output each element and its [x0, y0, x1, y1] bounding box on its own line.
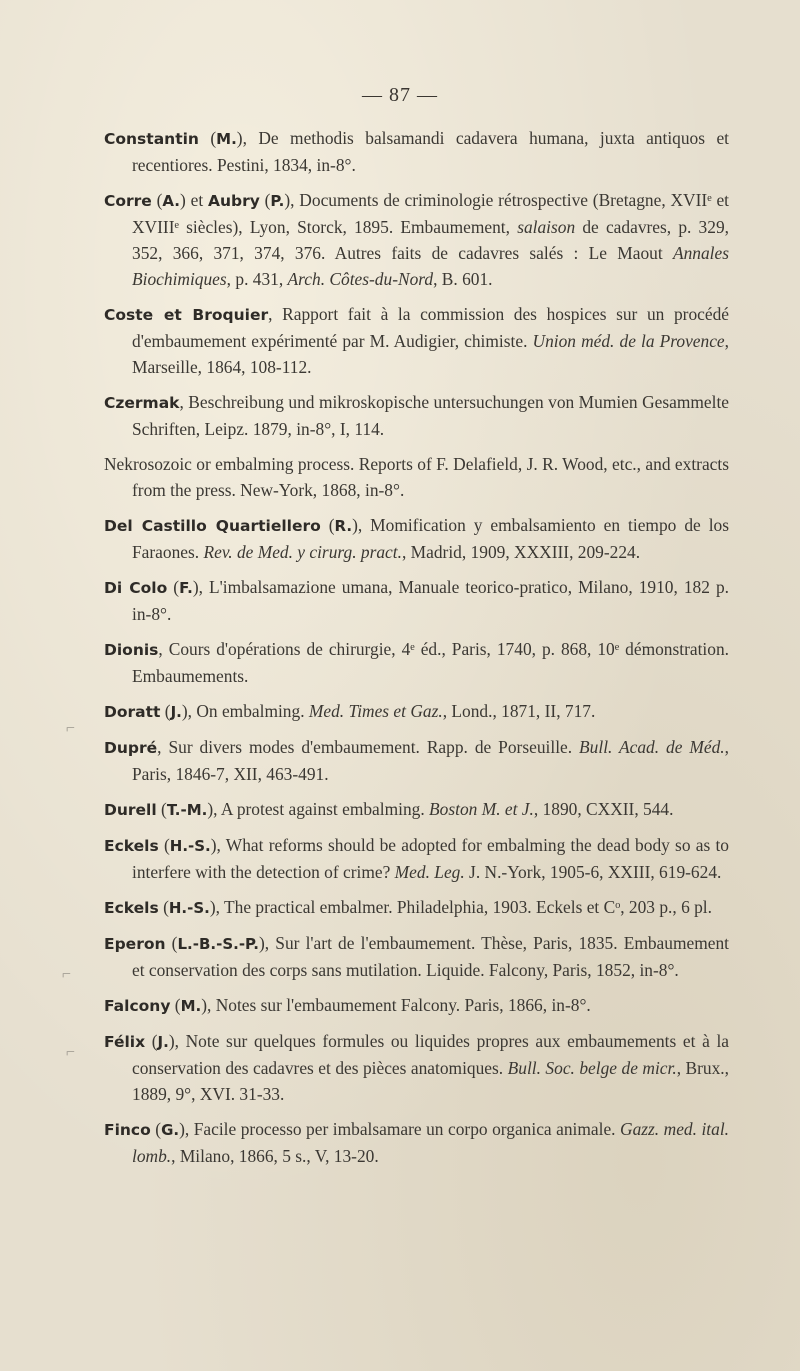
bibliography-entry: Falcony (M.), Notes sur l'embaumement Falcony. Paris, 1866, in-8°. [104, 995, 591, 1015]
margin-mark: ⌐ [66, 720, 76, 737]
bibliography-entry: Dionis, Cours d'opérations de chirurgie, 4ᵉ éd., Paris, 1740, p. 868, 10ᵉ démonstration. Embaumements. [104, 639, 729, 686]
page-number: — 87 — [362, 84, 438, 106]
bibliography-entry: Finco (G.), Facile processo per imbalsamare un corpo organica animale. Gazz. med. ital. lomb., Milano, 1866, 5 s., V, 13-20. [104, 1119, 730, 1166]
bibliography-entry: Czermak, Beschreibung und mikroskopische untersuchungen von Mumien Gesammelte Schriften, Leipz. 1879, in-8°, I, 114. [104, 392, 729, 439]
bibliography-entry: Eckels (H.-S.), The practical embalmer. Philadelphia, 1903. Eckels et Cᵒ, 203 p., 6 pl. [104, 897, 712, 917]
bibliography-entry: Corre (A.) et Aubry (P.), Documents de criminologie rétrospective (Bretagne, XVIIᵉ et XVIIIᵉ siècles), Lyon, Storck, 1895. Embaumement, salaison de cadavres, p. 329, 352, 366, 371, 374, 376. Autres faits de cadavres salés : Le Maout Annales Biochimiques, p. 431, Arch. Côtes-du-Nord, B. 601. [104, 190, 729, 289]
bibliography-entry: Di Colo (F.), L'imbalsamazione umana, Manuale teorico-pratico, Milano, 1910, 182 p. in-8°. [104, 577, 730, 624]
bibliography-entry: Eperon (L.-B.-S.-P.), Sur l'art de l'embaumement. Thèse, Paris, 1835. Embaumement et conservation des corps sans mutilation. Liquide. Falcony, Paris, 1852, in-8°. [104, 933, 729, 980]
bibliography-entry: Coste et Broquier, Rapport fait à la commission des hospices sur un procédé d'embaumement expérimenté par M. Audigier, chimiste. Union méd. de la Provence, Marseille, 1864, 108-112. [104, 304, 730, 377]
margin-mark: ⌐ [66, 1044, 76, 1061]
bibliography-list [104, 125, 729, 1178]
bibliography-entry: Dupré, Sur divers modes d'embaumement. Rapp. de Porseuille. Bull. Acad. de Méd., Paris, 1846-7, XII, 463-491. [104, 737, 729, 784]
bibliography-entry: Félix (J.), Note sur quelques formules ou liquides propres aux embaumements et à la conservation des cadavres et des pièces anatomiques. Bull. Soc. belge de micr., Brux., 1889, 9°, XVI. 31-33. [104, 1031, 729, 1104]
bibliography-entry: Constantin (M.), De methodis balsamandi cadavera humana, juxta antiquos et recentiores. Pestini, 1834, in-8°. [104, 128, 729, 175]
bibliography-entry: Doratt (J.), On embalming. Med. Times et Gaz., Lond., 1871, II, 717. [104, 701, 596, 721]
bibliography-entry: Eckels (H.-S.), What reforms should be adopted for embalming the dead body so as to interfere with the detection of crime? Med. Leg. J. N.-York, 1905-6, XXIII, 619-624. [104, 835, 729, 882]
margin-mark: ⌐ [62, 966, 72, 983]
bibliography-entry: Durell (T.-M.), A protest against embalming. Boston M. et J., 1890, CXXII, 544. [104, 799, 674, 819]
bibliography-entry: Del Castillo Quartiellero (R.), Momification y embalsamiento en tiempo de los Faraones. Rev. de Med. y cirurg. pract., Madrid, 1909, XXXIII, 209-224. [104, 515, 729, 562]
bibliography-entry: Nekrosozoic or embalming process. Reports of F. Delafield, J. R. Wood, etc., and extracts from the press. New-York, 1868, in-8°. [104, 454, 729, 500]
